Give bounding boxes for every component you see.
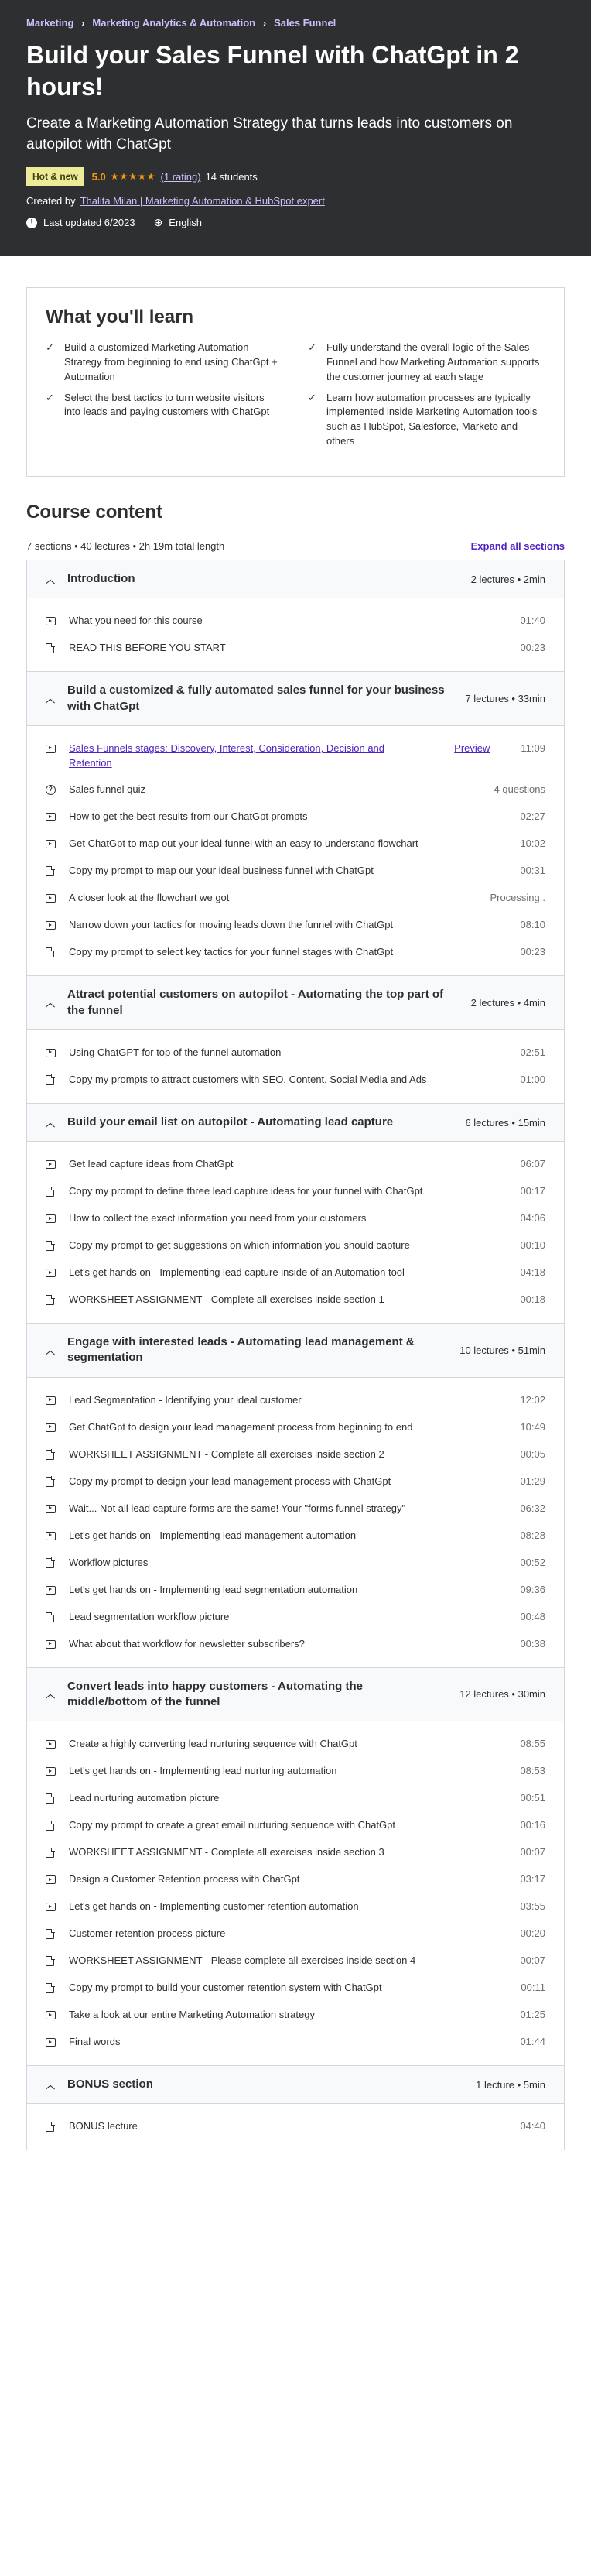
hot-new-badge: Hot & new: [26, 167, 84, 186]
file-icon: [46, 1983, 54, 1993]
lecture-icon-wrap: [46, 1046, 69, 1060]
lecture-icon-wrap: [46, 1899, 69, 1914]
section-body: [27, 598, 564, 672]
section-stats: 6 lectures • 15min: [465, 1116, 545, 1129]
lecture-icon-wrap: [46, 1211, 69, 1226]
lecture-icon-wrap: [46, 1845, 69, 1860]
lecture-duration: 00:31: [520, 865, 545, 877]
lecture-duration: 01:00: [520, 1073, 545, 1085]
lecture-icon-wrap: [46, 783, 69, 797]
learn-item: [46, 391, 283, 449]
video-icon: [46, 840, 56, 848]
lecture-duration: 08:28: [520, 1529, 545, 1541]
file-icon: [46, 1558, 54, 1568]
lecture-title: WORKSHEET ASSIGNMENT - Complete all exercises inside section 1: [69, 1293, 384, 1306]
lecture-icon-wrap: [46, 1981, 69, 1995]
lecture-icon-wrap: [46, 1927, 69, 1941]
student-count: 14 students: [205, 170, 258, 183]
file-icon: [46, 1793, 54, 1804]
video-icon: [46, 745, 56, 753]
course-subtitle: Create a Marketing Automation Strategy that turns leads into customers on autopilot with ChatGpt: [26, 115, 513, 152]
lecture-title: WORKSHEET ASSIGNMENT - Complete all exercises inside section 2: [69, 1447, 384, 1460]
lecture-duration: 10:02: [520, 838, 545, 850]
file-icon: [46, 1929, 54, 1939]
rating-count-link[interactable]: (1 rating): [160, 170, 201, 183]
lecture-row: [46, 735, 545, 777]
lecture-duration: 00:23: [520, 946, 545, 958]
lecture-icon-wrap: [46, 1447, 69, 1462]
lecture-title: Wait... Not all lead capture forms are the same! Your "forms funnel strategy": [69, 1502, 406, 1514]
lecture-icon-wrap: [46, 1266, 69, 1280]
lecture-icon-wrap: [46, 1954, 69, 1968]
video-icon: [46, 894, 56, 903]
chevron-up-icon: ︿: [46, 1345, 56, 1356]
preview-link[interactable]: Preview: [454, 742, 490, 754]
learn-list: [46, 341, 545, 449]
file-icon: [46, 1956, 54, 1966]
course-summary: 7 sections • 40 lectures • 2h 19m total length: [26, 540, 225, 552]
video-icon: [46, 1740, 56, 1749]
check-icon: ✓: [46, 341, 54, 353]
lecture-duration: 01:29: [520, 1475, 545, 1487]
lecture-duration: 02:51: [520, 1046, 545, 1058]
last-updated: Last updated 6/2023: [43, 217, 135, 229]
video-icon: [46, 2011, 56, 2019]
section-stats: 10 lectures • 51min: [459, 1344, 545, 1356]
file-icon: [46, 1075, 54, 1085]
lecture-title: Design a Customer Retention process with ChatGpt: [69, 1873, 300, 1886]
lecture-duration: 04:18: [520, 1266, 545, 1279]
lecture-title: How to get the best results from our ChatGpt prompts: [69, 810, 308, 823]
lecture-title: Get lead capture ideas from ChatGpt: [69, 1158, 234, 1170]
lecture-title: Let's get hands on - Implementing lead capture inside of an Automation tool: [69, 1266, 405, 1279]
section-body: [27, 1142, 564, 1324]
created-by-label: Created by: [26, 195, 76, 207]
chevron-up-icon: ︿: [46, 1689, 56, 1701]
learn-item: [308, 391, 545, 449]
section-header[interactable]: [27, 672, 564, 726]
lecture-title: READ THIS BEFORE YOU START: [69, 642, 226, 654]
lecture-title: Workflow pictures: [69, 1556, 149, 1568]
section-header[interactable]: [27, 1104, 564, 1142]
lecture-title: What about that workflow for newsletter subscribers?: [69, 1637, 305, 1649]
lecture-duration: 02:27: [520, 810, 545, 823]
lecture-icon-wrap: [46, 918, 69, 933]
lecture-icon-wrap: [46, 1238, 69, 1253]
lecture-title: Create a highly converting lead nurturing sequence with ChatGpt: [69, 1738, 357, 1750]
lecture-icon-wrap: [46, 1293, 69, 1307]
video-icon: [46, 1640, 56, 1649]
check-icon: ✓: [46, 391, 54, 403]
lecture-duration: 01:40: [520, 615, 545, 627]
lecture-duration: 00:48: [520, 1610, 545, 1622]
lecture-title: Let's get hands on - Implementing lead segmentation automation: [69, 1583, 358, 1595]
lecture-title: A closer look at the flowchart we got: [69, 892, 230, 904]
lecture-title: Get ChatGpt to map out your ideal funnel with an easy to understand flowchart: [69, 838, 418, 850]
lecture-row: [46, 2029, 545, 2056]
lecture-title: Copy my prompt to define three lead capture ideas for your funnel with ChatGpt: [69, 1185, 423, 1197]
lecture-duration: 00:05: [520, 1447, 545, 1460]
lecture-row: [46, 1414, 545, 1441]
chevron-right-icon: ›: [263, 17, 267, 29]
instructor-row: [26, 195, 565, 207]
lecture-title: Lead segmentation workflow picture: [69, 1610, 230, 1622]
lecture-icon-wrap: [46, 1475, 69, 1489]
section-body: [27, 1030, 564, 1104]
lecture-duration: 00:20: [520, 1927, 545, 1940]
lecture-duration: 03:17: [520, 1873, 545, 1886]
lecture-title: Get ChatGpt to design your lead management process from beginning to end: [69, 1420, 413, 1433]
expand-all-button[interactable]: Expand all sections: [470, 540, 565, 552]
lecture-icon-wrap: [46, 2008, 69, 2023]
lecture-row: [46, 1758, 545, 1785]
video-icon: [46, 1903, 56, 1911]
video-icon: [46, 1532, 56, 1540]
lecture-duration: 04:06: [520, 1212, 545, 1225]
lecture-icon-wrap: [46, 1583, 69, 1598]
lecture-icon-wrap: [46, 742, 69, 756]
lecture-icon-wrap: [46, 1529, 69, 1543]
section-title: Attract potential customers on autopilot - Automating the top part of the funnel: [67, 988, 444, 1017]
lecture-row: [46, 1975, 545, 2002]
section-title: Engage with interested leads - Automating lead management & segmentation: [67, 1335, 415, 1365]
video-icon: [46, 1505, 56, 1513]
lecture-row: [46, 1631, 545, 1658]
video-icon: [46, 1049, 56, 1057]
instructor-link[interactable]: Thalita Milan | Marketing Automation & HubSpot expert: [80, 195, 325, 207]
lecture-icon-wrap: [46, 1393, 69, 1408]
lecture-icon-wrap: [46, 810, 69, 824]
lecture-title: Using ChatGPT for top of the funnel automation: [69, 1046, 282, 1058]
lecture-row: [46, 1178, 545, 1205]
lecture-icon-wrap: [46, 1872, 69, 1887]
lecture-row: [46, 1893, 545, 1920]
lecture-row: [46, 1286, 545, 1314]
check-icon: ✓: [308, 391, 316, 403]
lecture-row: [46, 2002, 545, 2029]
lecture-duration: 06:07: [520, 1158, 545, 1170]
chevron-up-icon: ︿: [46, 2079, 56, 2091]
section-stats: 7 lectures • 33min: [465, 693, 545, 704]
section-header[interactable]: [27, 1668, 564, 1722]
lecture-title: Copy my prompts to attract customers with SEO, Content, Social Media and Ads: [69, 1073, 427, 1085]
lecture-icon-wrap: [46, 891, 69, 906]
lecture-icon-wrap: [46, 1502, 69, 1516]
section-title: BONUS section: [67, 2078, 153, 2091]
video-icon: [46, 1214, 56, 1223]
section-header[interactable]: [27, 1324, 564, 1378]
lecture-row: [46, 1040, 545, 1067]
lecture-duration: 08:53: [520, 1765, 545, 1777]
what-you-learn-box: [26, 287, 565, 477]
lecture-duration: 00:10: [520, 1239, 545, 1252]
course-header: [0, 0, 591, 256]
section-header[interactable]: [27, 560, 564, 598]
lecture-title: Narrow down your tactics for moving leads down the funnel with ChatGpt: [69, 919, 394, 931]
file-icon: [46, 1477, 54, 1487]
lecture-row: [46, 1259, 545, 1286]
lecture-row: [46, 2113, 545, 2140]
section-title: Introduction: [67, 572, 135, 585]
section-title: Build your email list on autopilot - Automating lead capture: [67, 1115, 394, 1129]
lecture-duration: 11:09: [521, 742, 545, 754]
video-icon: [46, 813, 56, 821]
section-body: [27, 1721, 564, 2066]
lecture-row: [46, 1387, 545, 1414]
lecture-duration: 01:25: [520, 2009, 545, 2021]
breadcrumb: [26, 17, 565, 29]
lecture-icon-wrap: [46, 1420, 69, 1435]
lecture-title: Copy my prompt to map our your ideal business funnel with ChatGpt: [69, 865, 374, 877]
file-icon: [46, 1450, 54, 1460]
lecture-title: Let's get hands on - Implementing customer retention automation: [69, 1900, 359, 1913]
breadcrumb-item-analytics[interactable]: Marketing Analytics & Automation: [92, 17, 256, 29]
lecture-icon-wrap: [46, 1610, 69, 1625]
file-icon: [46, 643, 54, 653]
lecture-icon-wrap: [46, 614, 69, 629]
lecture-duration: Processing..: [490, 892, 545, 904]
video-icon: [46, 1767, 56, 1776]
learn-heading: What you'll learn: [46, 307, 194, 327]
learn-item-text: Build a customized Marketing Automation Strategy from beginning to end using ChatGpt + Automation: [64, 341, 278, 382]
lecture-duration: 00:17: [520, 1185, 545, 1197]
learn-item: [46, 341, 283, 385]
section-stats: 12 lectures • 30min: [459, 1688, 545, 1701]
lecture-title: WORKSHEET ASSIGNMENT - Please complete all exercises inside section 4: [69, 1954, 416, 1967]
lecture-row: [46, 1523, 545, 1550]
lecture-title: Sales funnel quiz: [69, 783, 146, 796]
lecture-duration: 00:38: [520, 1637, 545, 1649]
lecture-title: Customer retention process picture: [69, 1927, 226, 1940]
lecture-icon-wrap: [46, 1791, 69, 1806]
section-header[interactable]: [27, 2066, 564, 2104]
section-body: [27, 726, 564, 977]
lecture-duration: 08:55: [520, 1738, 545, 1750]
lecture-title: Lead nurturing automation picture: [69, 1792, 220, 1804]
lecture-title: Lead Segmentation - Identifying your ideal customer: [69, 1393, 302, 1406]
video-icon: [46, 1269, 56, 1277]
breadcrumb-item-sales-funnel[interactable]: Sales Funnel: [274, 17, 336, 29]
lecture-title: What you need for this course: [69, 615, 203, 627]
file-icon: [46, 1821, 54, 1831]
section-stats: 1 lecture • 5min: [476, 2078, 545, 2091]
lecture-row: [46, 1920, 545, 1947]
video-icon: [46, 2038, 56, 2047]
lecture-row: [46, 1151, 545, 1178]
course-content-heading: Course content: [26, 502, 163, 522]
learn-item: [308, 341, 545, 385]
file-icon: [46, 947, 54, 957]
lecture-title[interactable]: Sales Funnels stages: Discovery, Interest, Consideration, Decision and Retention: [69, 742, 385, 769]
lecture-duration: 03:55: [520, 1900, 545, 1913]
video-icon: [46, 1423, 56, 1432]
file-icon: [46, 1295, 54, 1305]
lecture-row: [46, 1232, 545, 1259]
chevron-right-icon: ›: [81, 17, 85, 29]
course-content-meta: [26, 540, 565, 552]
lecture-duration: 00:51: [520, 1792, 545, 1804]
update-row: [26, 216, 565, 229]
lecture-duration: 4 questions: [494, 783, 545, 796]
lecture-row: [46, 1604, 545, 1631]
lecture-icon-wrap: [46, 1157, 69, 1172]
video-icon: [46, 1396, 56, 1405]
lecture-title: Copy my prompt to create a great email nurturing sequence with ChatGpt: [69, 1819, 395, 1831]
lecture-title: Take a look at our entire Marketing Automation strategy: [69, 2009, 315, 2021]
lecture-row: [46, 1731, 545, 1758]
page-title: Build your Sales Funnel with ChatGpt in 2 hours!: [26, 41, 519, 101]
chevron-up-icon: ︿: [46, 1117, 56, 1129]
lecture-duration: 04:40: [520, 2120, 545, 2132]
video-icon: [46, 1586, 56, 1595]
lecture-row: [46, 608, 545, 635]
lecture-duration: 00:16: [520, 1819, 545, 1831]
chevron-up-icon: ︿: [46, 574, 56, 585]
lecture-icon-wrap: [46, 837, 69, 851]
lecture-title: Copy my prompt to select key tactics for your funnel stages with ChatGpt: [69, 946, 394, 958]
curriculum: [26, 560, 565, 2150]
file-icon: [46, 1612, 54, 1622]
lecture-row: [46, 1812, 545, 1839]
lecture-duration: 01:44: [520, 2036, 545, 2048]
lecture-row: [46, 1577, 545, 1604]
info-icon: !: [26, 218, 37, 228]
lecture-row: [46, 635, 545, 662]
lecture-icon-wrap: [46, 2035, 69, 2050]
lecture-row: [46, 1441, 545, 1468]
lecture-duration: 00:07: [520, 1846, 545, 1858]
lecture-row: [46, 912, 545, 939]
breadcrumb-item-marketing[interactable]: Marketing: [26, 17, 74, 29]
learn-item-text: Select the best tactics to turn website visitors into leads and paying customers with ChatGpt: [64, 391, 270, 418]
lecture-duration: 06:32: [520, 1502, 545, 1514]
lecture-title: Copy my prompt to get suggestions on which information you should capture: [69, 1239, 410, 1252]
lecture-icon-wrap: [46, 641, 69, 656]
learn-item-text: Learn how automation processes are typically implemented inside Marketing Automation tools such as HubSpot, Salesforce, Marketo and others: [326, 391, 538, 447]
section-title: Build a customized & fully automated sales funnel for your business with ChatGpt: [67, 683, 445, 713]
lecture-icon-wrap: [46, 1184, 69, 1199]
chevron-up-icon: ︿: [46, 998, 56, 1009]
rating-value: 5.0: [91, 170, 106, 183]
learn-item-text: Fully understand the overall logic of the Sales Funnel and how Marketing Automation supports the customer journey at each stage: [326, 341, 540, 382]
lecture-icon-wrap: [46, 945, 69, 960]
rating-row: [26, 167, 565, 186]
file-icon: [46, 1187, 54, 1197]
lecture-row: [46, 1468, 545, 1495]
lecture-icon-wrap: [46, 1073, 69, 1088]
lecture-title: Final words: [69, 2036, 121, 2048]
lecture-row: [46, 939, 545, 966]
lecture-duration: 00:18: [520, 1293, 545, 1306]
lecture-icon-wrap: [46, 1737, 69, 1752]
lecture-title: Let's get hands on - Implementing lead nurturing automation: [69, 1765, 337, 1777]
globe-icon: ⊕: [153, 216, 163, 229]
lecture-title: Copy my prompt to build your customer retention system with ChatGpt: [69, 1982, 382, 1994]
lecture-row: [46, 1785, 545, 1812]
lecture-icon-wrap: [46, 1556, 69, 1571]
lecture-icon-wrap: [46, 1818, 69, 1833]
lecture-row: [46, 1067, 545, 1094]
file-icon: [46, 1241, 54, 1251]
lecture-row: [46, 1205, 545, 1232]
lecture-row: [46, 803, 545, 831]
lecture-title: BONUS lecture: [69, 2120, 138, 2132]
lecture-duration: 09:36: [520, 1583, 545, 1595]
chevron-up-icon: ︿: [46, 694, 56, 704]
video-icon: [46, 1875, 56, 1884]
section-stats: 2 lectures • 2min: [470, 573, 545, 585]
file-icon: [46, 1848, 54, 1858]
section-title: Convert leads into happy customers - Automating the middle/bottom of the funnel: [67, 1679, 363, 1708]
lecture-row: [46, 858, 545, 885]
lecture-icon-wrap: [46, 1764, 69, 1779]
lecture-icon-wrap: [46, 864, 69, 879]
lecture-row: [46, 885, 545, 912]
lecture-row: [46, 1550, 545, 1577]
check-icon: ✓: [308, 341, 316, 353]
lecture-row: [46, 776, 545, 803]
lecture-title: How to collect the exact information you need from your customers: [69, 1212, 367, 1225]
section-body: [27, 2104, 564, 2150]
lecture-row: [46, 1866, 545, 1893]
lecture-row: [46, 1495, 545, 1523]
quiz-icon: ?: [46, 785, 56, 795]
lecture-duration: 12:02: [520, 1393, 545, 1406]
video-icon: [46, 921, 56, 930]
lecture-title: Let's get hands on - Implementing lead management automation: [69, 1529, 357, 1541]
video-icon: [46, 1160, 56, 1169]
lecture-duration: 00:11: [521, 1982, 545, 1994]
section-body: [27, 1378, 564, 1668]
section-stats: 2 lectures • 4min: [470, 997, 545, 1009]
course-language: English: [169, 217, 202, 229]
lecture-duration: 00:07: [520, 1954, 545, 1967]
lecture-row: [46, 1947, 545, 1975]
lecture-title: WORKSHEET ASSIGNMENT - Complete all exercises inside section 3: [69, 1846, 384, 1858]
file-icon: [46, 866, 54, 876]
lecture-row: [46, 831, 545, 858]
lecture-icon-wrap: [46, 2119, 69, 2134]
lecture-row: [46, 1839, 545, 1866]
video-icon: [46, 617, 56, 625]
lecture-duration: 08:10: [520, 919, 545, 931]
lecture-icon-wrap: [46, 1637, 69, 1652]
lecture-title: Copy my prompt to design your lead management process with ChatGpt: [69, 1475, 391, 1487]
star-rating-icon: ★★★★★: [110, 171, 156, 183]
lecture-duration: 00:52: [520, 1556, 545, 1568]
file-icon: [46, 2122, 54, 2132]
section-header[interactable]: [27, 976, 564, 1030]
lecture-duration: 10:49: [520, 1420, 545, 1433]
lecture-duration: 00:23: [520, 642, 545, 654]
